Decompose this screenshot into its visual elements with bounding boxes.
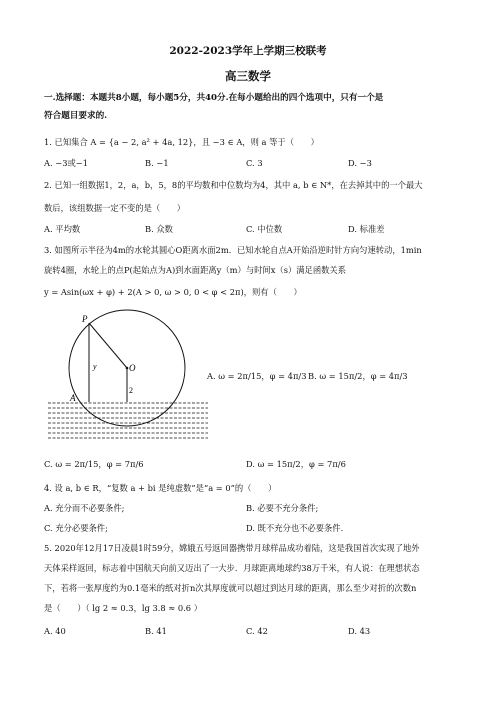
q5-option-a: A. 40 (44, 626, 66, 636)
q4-option-c: C. 充分必要条件; (44, 523, 108, 533)
q1-option-c: C. 3 (246, 158, 263, 168)
exam-title: 2022-2023学年上学期三校联考 (169, 45, 327, 57)
q3-option-c: C. ω = 2π/15，φ = 7π/6 (44, 459, 144, 469)
center-point (126, 367, 129, 370)
q1-option-a: A. −3或−1 (44, 158, 89, 168)
q4-stem: 4. 设 a, b ∈ R，“复数 a + bi 是纯虚数”是“a = 0”的（ ） (44, 483, 277, 493)
label-a: A (70, 393, 76, 403)
water-wheel-figure (40, 308, 210, 446)
label-y: y (93, 362, 97, 371)
q4-option-d: D. 既不充分也不必要条件. (246, 523, 344, 533)
q1-option-d: D. −3 (348, 158, 372, 168)
exam-subject: 高三数学 (225, 69, 271, 83)
q1-option-b: B. −1 (145, 158, 169, 168)
q5-option-d: D. 43 (348, 626, 371, 636)
q3-line1: 3. 如图所示半径为4m的水轮其圆心O距离水面2m．已知水轮自点A开始沿逆时针方向匀速转动，1min (44, 245, 422, 255)
q3-formula: y = Asin(ωx + φ) + 2(A > 0, ω > 0, 0 < φ < 2π)，则有（ ） (44, 287, 302, 297)
label-p: P (82, 314, 88, 324)
q2-option-c: C. 中位数 (246, 224, 283, 234)
q3-option-b: B. ω = 15π/2，φ = 4π/3 (308, 371, 408, 381)
section-heading-line1: 一.选择题：本题共8小题，每小题5分，共40分.在每小题给出的四个选项中，只有一个是 (44, 93, 384, 103)
q1-stem: 1. 已知集合 A = {a − 2, a² + 4a, 12}，且 −3 ∈ A，则 a 等于（ ） (44, 137, 319, 147)
q5-line4: 是（ ）（ lg 2 ≈ 0.3，lg 3.8 ≈ 0.6 ） (44, 603, 203, 613)
q5-line3: 下，若将一张厚度约为0.1毫米的纸对折n次其厚度就可以超过到达月球的距离，那么至少对折的次数n (44, 583, 417, 593)
q4-option-a: A. 充分而不必要条件; (44, 503, 125, 513)
q2-line1: 2. 已知一组数据1，2，a，b，5，8的平均数和中位数均为4，其中 a, b ∈ N*，在去掉其中的一个最大 (44, 180, 423, 190)
q3-option-a: A. ω = 2π/15，φ = 4π/3 (207, 371, 307, 381)
q2-line2: 数后，该组数据一定不变的是（ ） (44, 203, 186, 213)
q4-option-b: B. 必要不充分条件; (246, 503, 319, 513)
q5-line1: 5. 2020年12月17日凌晨1时59分，嫦娥五号返回器携带月球样品成功着陆，这是我国首次实现了地外 (44, 543, 420, 553)
label-two: 2 (129, 386, 133, 395)
q3-line2: 旋转4圈，水轮上的点P(起始点为A)到水面距离y（m）与时间x（s）满足函数关系 (44, 265, 347, 275)
section-heading-line2: 符合题目要求的. (44, 111, 108, 121)
q5-option-b: B. 41 (145, 626, 167, 636)
q3-option-d: D. ω = 15π/2，φ = 7π/6 (246, 459, 346, 469)
q5-line2: 天体采样返回，标志着中国航天向前又迈出了一大步．月球距离地球约38万千米，有人说：在理想状态 (44, 563, 420, 573)
q5-option-c: C. 42 (246, 626, 268, 636)
label-o: O (129, 363, 136, 373)
water-surface (48, 403, 208, 438)
q2-option-b: B. 众数 (145, 224, 173, 234)
q2-option-a: A. 平均数 (44, 224, 81, 234)
q2-option-d: D. 标准差 (348, 224, 385, 234)
